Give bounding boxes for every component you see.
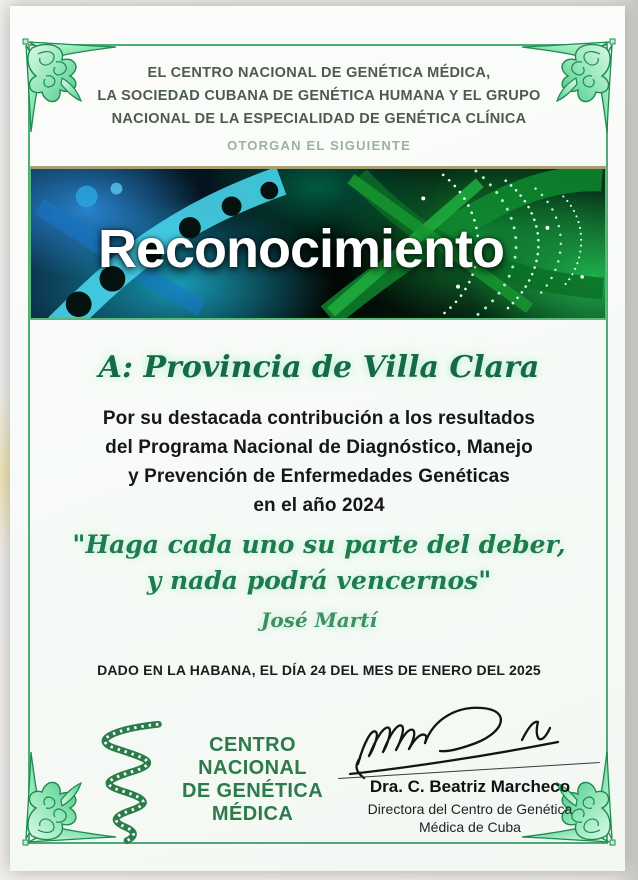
grant-subtitle: OTORGAN EL SIGUIENTE [227,138,411,153]
dna-spiral-icon [86,716,174,844]
quote-author: José Martí [260,608,378,632]
logo-line-3: DE GENÉTICA [182,780,324,802]
issue-date-line: DADO EN LA HABANA, EL DÍA 24 DEL MES DE ENERO DEL 2025 [97,662,541,678]
logo-line-1: CENTRO [209,734,296,756]
logo-wordmark [182,734,323,826]
logo-line-2: NACIONAL [198,757,307,779]
banner-title: Reconocimiento [97,218,505,279]
signature-block [336,698,604,836]
signatory-role [336,800,604,836]
marti-quote [0,527,638,638]
citation-line-2: del Programa Nacional de Diagnóstico, Manejo [105,437,533,458]
citation-text [30,404,608,520]
citation-line-1: Por su destacada contribución a los resultados [102,408,536,429]
issuer-line-3: NACIONAL DE LA ESPECIALIDAD DE GENÉTICA CLÍNICA [111,111,527,127]
issuer-line-1: EL CENTRO NACIONAL DE GENÉTICA MÉDICA, [147,65,491,81]
citation-line-4: en el año 2024 [253,495,385,516]
recipient-line: A: Provincia de Villa Clara [98,350,540,385]
quote-line-2: y nada podrá vencernos" [146,566,492,595]
signatory-name: Dra. C. Beatriz Marcheco [369,777,571,796]
signatory-role-2: Médica de Cuba [419,819,521,835]
title-banner [29,166,607,320]
cngm-logo [86,716,323,844]
signatory-role-1: Directora del Centro de Genética [367,801,573,817]
citation-line-3: y Prevención de Enfermedades Genéticas [128,466,510,487]
issuer-header [40,62,598,157]
logo-line-4: MÉDICA [211,803,294,825]
quote-line-1: "Haga cada uno su parte del deber, [72,530,566,559]
issuer-line-2: LA SOCIEDAD CUBANA DE GENÉTICA HUMANA Y EL GRUPO [97,88,541,104]
